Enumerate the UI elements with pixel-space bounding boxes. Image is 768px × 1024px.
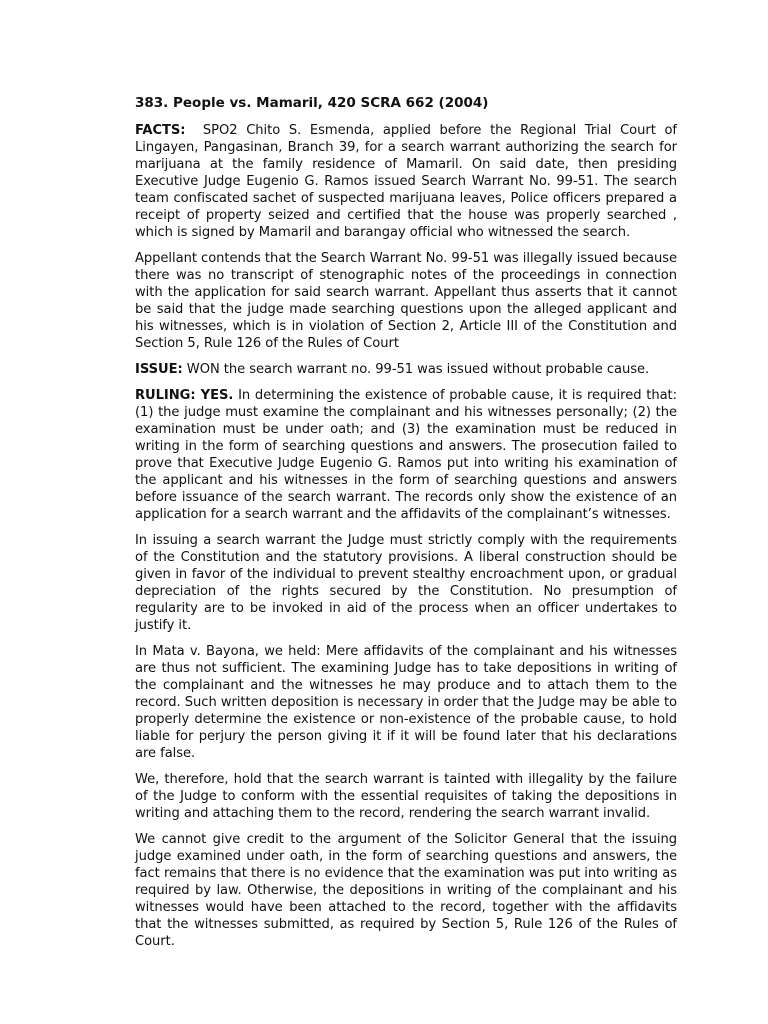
body-paragraph: We, therefore, hold that the search warrant is tainted with illegality by the failure of the Judge to conform with the essential requisites of taking the depositions in writing and attaching them to the record, rendering the search warrant invalid. <box>135 772 677 821</box>
ruling-label: RULING: YES. <box>135 388 234 403</box>
body-paragraph: In issuing a search warrant the Judge must strictly comply with the requirements of the Constitution and the statutory provisions. A liberal construction should be given in favor of the individual to prevent stealthy encroachment upon, or gradual depreciation of the rights secured by the Constitution. No presumption of regularity are to be invoked in aid of the process when an officer undertakes to justify it. <box>135 533 677 633</box>
facts-paragraph <box>135 122 677 241</box>
case-title: 383. People vs. Mamaril, 420 SCRA 662 (2004) <box>135 95 489 111</box>
issue-text: WON the search warrant no. 99-51 was issued without probable cause. <box>186 362 650 377</box>
body-paragraph: We cannot give credit to the argument of the Solicitor General that the issuing judge examined under oath, in the form of searching questions and answers, the fact remains that there is no evidence that the examination was put into writing as required by law. Otherwise, the depositions in writing of the complainant and his witnesses would have been attached to the record, together with the affidavits that the witnesses submitted, as required by Section 5, Rule 126 of the Rules of Court. <box>135 832 677 949</box>
ruling-paragraph <box>135 387 677 523</box>
issue-label: ISSUE: <box>135 362 183 377</box>
body-paragraph: In Mata v. Bayona, we held: Mere affidavits of the complainant and his witnesses are thus not sufficient. The examining Judge has to take depositions in writing of the complainant and the witnesses he may produce and to attach them to the record. Such written deposition is necessary in order that the Judge may be able to properly determine the existence or non-existence of the probable cause, to hold liable for perjury the person giving it if it will be found later that his declarations are false. <box>135 644 677 761</box>
issue-paragraph <box>135 361 677 378</box>
facts-text: SPO2 Chito S. Esmenda, applied before the Regional Trial Court of Lingayen, Pangasinan, Branch 39, for a search warrant authorizing the search for marijuana at the family residence of Mamaril. On said date, then presiding Executive Judge Eugenio G. Ramos issued Search Warrant No. 99-51. The search team confiscated sachet of suspected marijuana leaves, Police officers prepared a receipt of property seized and certified that the house was properly searched , which is signed by Mamaril and barangay official who witnessed the search. <box>135 123 677 240</box>
ruling-text: In determining the existence of probable cause, it is required that: (1) the judge must examine the complainant and his witnesses personally; (2) the examination must be under oath; and (3) the examination must be reduced in writing in the form of searching questions and answers. The prosecution failed to prove that Executive Judge Eugenio G. Ramos put into writing his examination of the applicant and his witnesses in the form of searching questions and answers before issuance of the search warrant. The records only show the existence of an application for a search warrant and the affidavits of the complainant’s witnesses. <box>135 388 677 522</box>
facts-label: FACTS: <box>135 123 186 138</box>
contention-paragraph: Appellant contends that the Search Warrant No. 99-51 was illegally issued because there was no transcript of stenographic notes of the proceedings in connection with the application for said search warrant. Appellant thus asserts that it cannot be said that the judge made searching questions upon the alleged applicant and his witnesses, which is in violation of Section 2, Article III of the Constitution and Section 5, Rule 126 of the Rules of Court <box>135 251 677 351</box>
